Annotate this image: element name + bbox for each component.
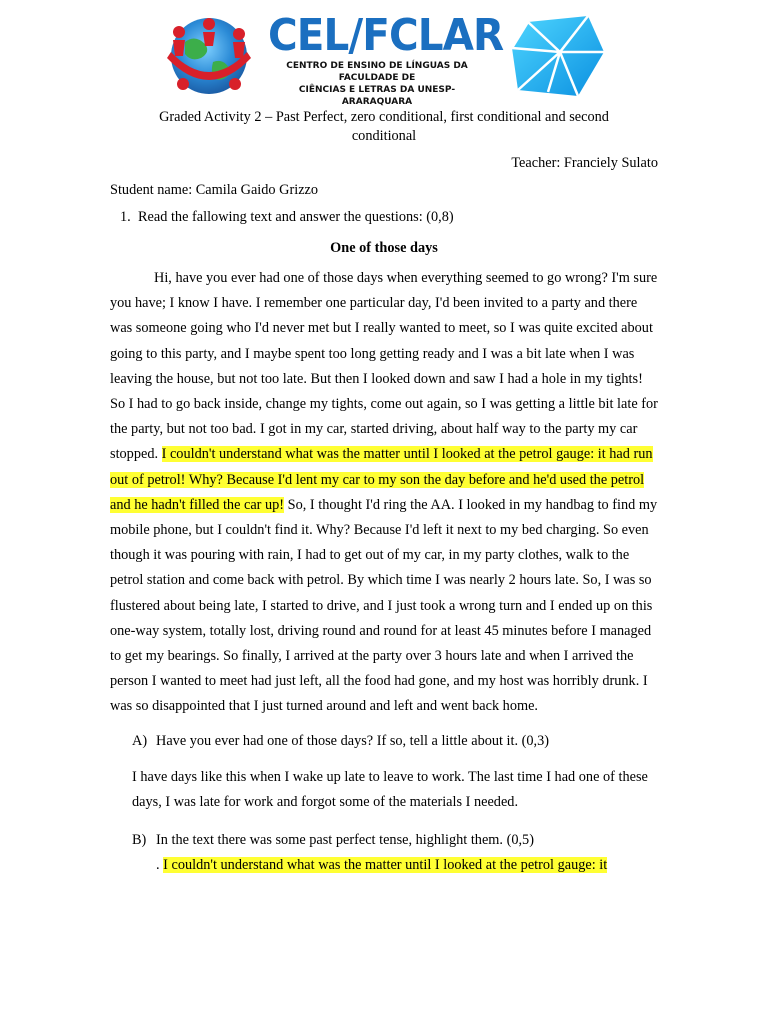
brand-title: CEL/FCLAR xyxy=(268,10,504,61)
answer-a: I have days like this when I wake up late to leave to work. The last time I had one of these days, I was late for work and forgot some of the materials I needed. xyxy=(132,768,648,810)
question-b-text: In the text there was some past perfect tense, highlight them. (0,5) xyxy=(156,831,534,848)
answer-b xyxy=(156,856,658,875)
question-a-letter: A) xyxy=(132,732,148,749)
question-1-text: Read the fallowing text and answer the questions: (0,8) xyxy=(138,209,454,225)
question-b-letter: B) xyxy=(132,831,147,848)
document-body xyxy=(110,108,658,875)
story-text-part-2: So, I thought I'd ring the AA. I looked in my handbag to find my mobile phone, but I couldn't find it. Why? Because I'd left it next to my bed charging. So even though it was pouring with rain, I had to get out of my car, in my party clothes, walk to the petrol station and come back with petrol. By which time I was nearly 2 hours late. So, I was so flustered about being late, I started to drive, and I just took a wrong turn and I ended up on this one-way system, totally lost, driving round and round for at least 45 minutes before I managed to get my bearings. So finally, I arrived at the party over 3 hours late and when I arrived the person I wanted to meet had just left, all the food had gone, and my host was horribly drunk. I was so disappointed that I just turned around and left and went back home. xyxy=(110,496,658,715)
brand-subtitle-line-2: CIÊNCIAS E LETRAS DA UNESP-ARARAQUARA xyxy=(298,85,456,107)
student-name: Student name: Camila Gaido Grizzo xyxy=(110,182,319,198)
brand-block xyxy=(268,10,504,108)
globe-people-logo-icon xyxy=(165,12,253,100)
answer-b-prefix: . xyxy=(156,856,164,873)
story-paragraph xyxy=(110,266,658,720)
question-a-text: Have you ever had one of those days? If so, tell a little about it. (0,3) xyxy=(156,732,550,749)
story-text-part-1: Hi, have you ever had one of those days when everything seemed to go wrong? I'm sure you have; I know I have. I remember one particular day, I'd been invited to a party and there was someone going who I'd never met but I really wanted to meet, so I was quite excited about going to this party, and I maybe spent too long getting ready and I was a bit late when I was leaving the house, but not too late. But then I looked down and saw I had a hole in my tights! So I had to go back inside, change my tights, come out again, so I was getting a little bit late for the party, but not too bad. I got in my car, started driving, about half way to the party my car stopped. xyxy=(110,270,658,463)
question-b xyxy=(132,831,658,850)
question-a xyxy=(132,732,658,751)
question-1-number: 1. xyxy=(120,209,131,225)
teacher-name: Teacher: Franciely Sulato xyxy=(511,155,658,171)
document-header xyxy=(0,0,768,107)
answer-b-highlighted-text: I couldn't understand what was the matter until I looked at the petrol gauge: it xyxy=(163,856,608,873)
question-1 xyxy=(110,208,658,227)
brand-subtitle-line-1: CENTRO DE ENSINO DE LÍNGUAS DA FACULDADE DE xyxy=(286,61,468,83)
story-title: One of those days xyxy=(330,240,438,256)
story-highlighted-text: I couldn't understand what was the matter until I looked at the petrol gauge: it had run out of petrol! Why? Because I'd lent my car to my son the day before and he'd used the petrol and he hadn't filled the car up! xyxy=(110,446,653,513)
geometric-globe-logo-icon xyxy=(508,12,608,100)
activity-title: Graded Activity 2 – Past Perfect, zero conditional, first conditional and second conditional xyxy=(159,109,609,144)
